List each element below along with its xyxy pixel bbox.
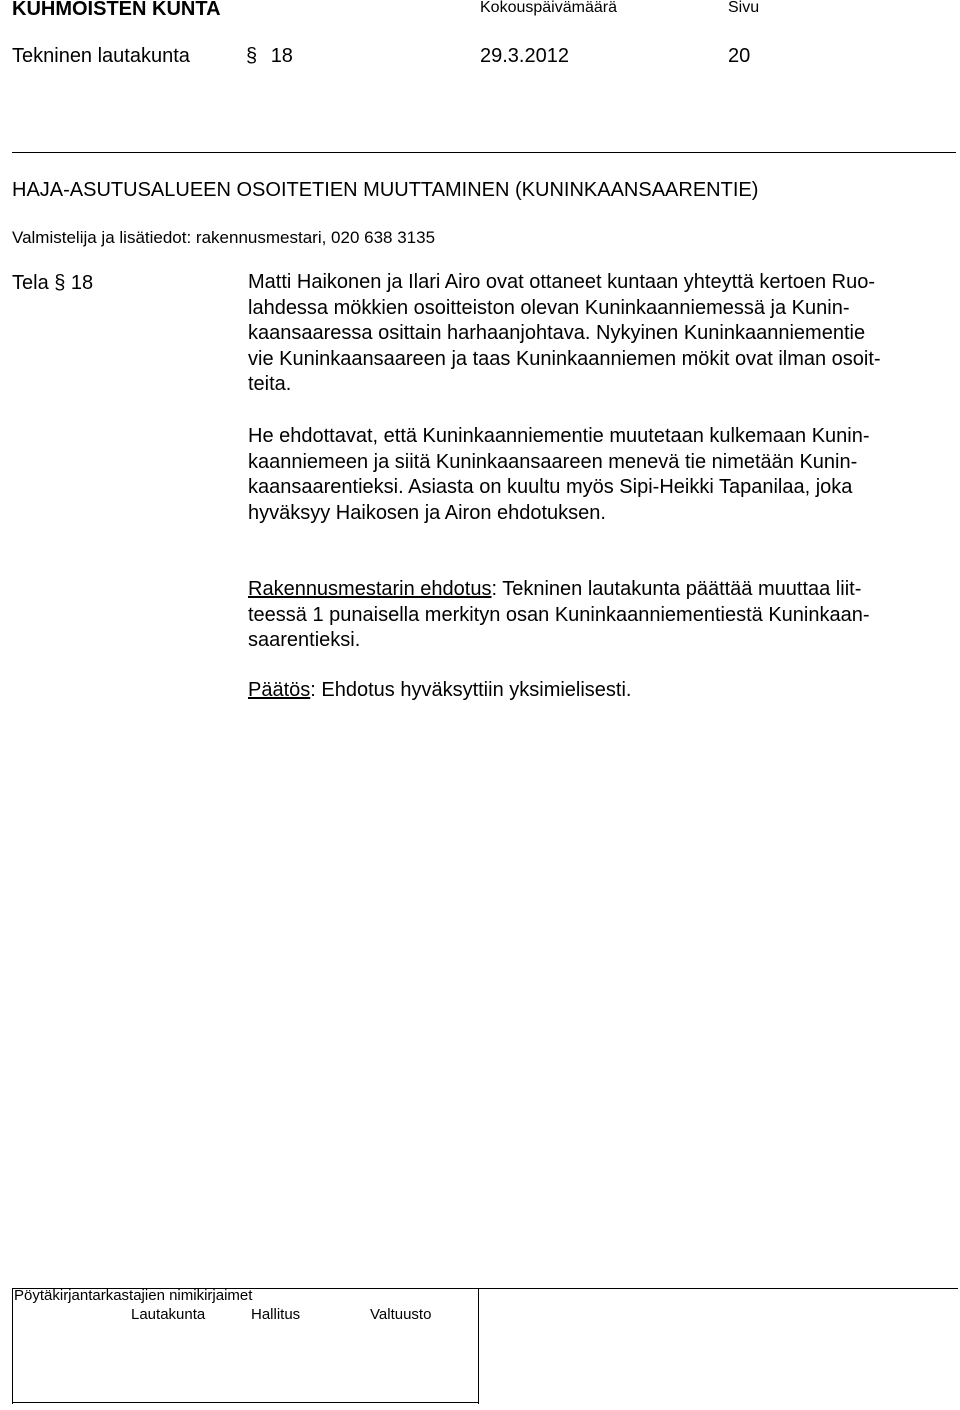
board-name: Tekninen lautakunta: [12, 45, 190, 67]
section-symbol: §: [246, 45, 258, 67]
table-bottom-border: [12, 1402, 479, 1403]
page-label: Sivu: [728, 0, 760, 16]
column-hallitus: Hallitus: [251, 1306, 301, 1323]
signatures-label: Pöytäkirjantarkastajien nimikirjaimet: [14, 1287, 253, 1304]
table-divider: [478, 1288, 479, 1404]
paragraph-line: kaanniemeen ja siitä Kuninkaansaareen menevä tie nimetään Kunin-: [248, 450, 858, 473]
section-number: [246, 45, 293, 68]
decision-text: : Ehdotus hyväksyttiin yksimielisesti.: [310, 679, 632, 701]
paragraph-line: teita.: [248, 373, 292, 395]
paragraph-line: He ehdottavat, että Kuninkaanniementie muutetaan kulkemaan Kunin-: [248, 425, 870, 447]
table-left-border: [12, 1288, 13, 1404]
proposal-label: Rakennusmestarin ehdotus: [248, 578, 492, 600]
section-number-value: 18: [270, 45, 293, 67]
preparer-info: Valmistelija ja lisätiedot: rakennusmestari, 020 638 3135: [12, 228, 436, 247]
column-lautakunta: Lautakunta: [131, 1306, 206, 1323]
proposal-paragraph: [248, 577, 948, 654]
paragraph-line: kaansaaressa osittain harhaanjohtava. Nykyinen Kuninkaanniementie: [248, 322, 866, 344]
meeting-date: 29.3.2012: [480, 45, 569, 67]
decision-paragraph: [248, 678, 948, 704]
header-divider: [12, 152, 956, 153]
item-title: HAJA-ASUTUSALUEEN OSOITETIEN MUUTTAMINEN (KUNINKAANSAARENTIE): [12, 179, 759, 201]
item-reference: Tela § 18: [12, 272, 94, 294]
meeting-date-label: Kokouspäivämäärä: [480, 0, 617, 16]
organization-name: KUHMOISTEN KUNTA: [12, 0, 221, 20]
paragraph-line: lahdessa mökkien osoitteiston olevan Kuninkaanniemessä ja Kunin-: [248, 296, 850, 319]
decision-line: [248, 678, 948, 704]
signature-table: [12, 1288, 958, 1404]
paragraph-line: Matti Haikonen ja Ilari Airo ovat ottaneet kuntaan yhteyttä kertoen Ruo-: [248, 271, 876, 293]
column-valtuusto: Valtuusto: [370, 1306, 432, 1323]
proposal-line: teessä 1 punaisella merkityn osan Kuninkaanniementiestä Kuninkaan-: [248, 603, 870, 626]
proposal-line: [248, 577, 948, 603]
proposal-line: saarentieksi.: [248, 629, 361, 651]
paragraph-line: vie Kuninkaansaareen ja taas Kuninkaanniemen mökit ovat ilman osoit-: [248, 347, 881, 370]
decision-label: Päätös: [248, 679, 311, 701]
paragraph-line: kaansaarentieksi. Asiasta on kuultu myös Sipi-Heikki Tapanilaa, joka: [248, 476, 853, 498]
paragraph-line: hyväksyy Haikosen ja Airon ehdotuksen.: [248, 501, 606, 524]
page-number: 20: [728, 45, 751, 67]
proposal-text: : Tekninen lautakunta päättää muuttaa liit-: [491, 578, 862, 600]
paragraph-background: [248, 270, 948, 398]
paragraph-suggestion: [248, 424, 948, 526]
